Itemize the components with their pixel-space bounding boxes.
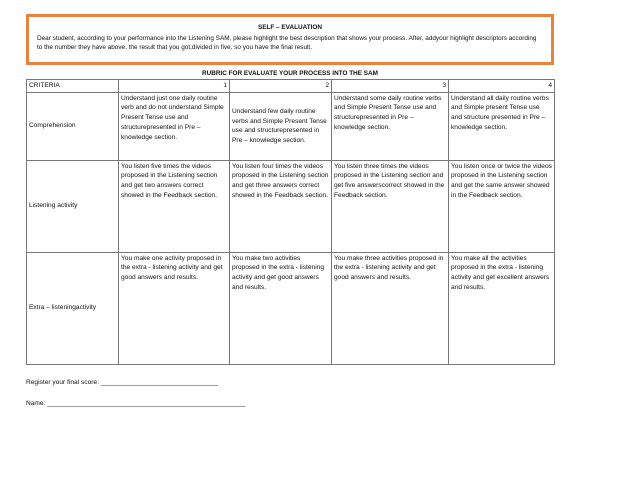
descriptor-cell: You listen four times the videos proposed in the Listening section and get three answers correct showed in the Feedback section.	[230, 160, 332, 252]
table-row	[27, 252, 555, 364]
header-level-4: 4	[449, 80, 555, 93]
table-row	[27, 92, 555, 160]
descriptor-cell: You listen three times the videos proposed in the Listening section and get five answerscorrect showed in the Feedback section.	[332, 160, 449, 252]
header-level-1: 1	[119, 80, 230, 93]
header-row	[27, 80, 555, 93]
descriptor-cell: You listen five times the videos proposed in the Listening section and get two answers correct showed in the Feedback section.	[119, 160, 230, 252]
instructions-title: SELF – EVALUATION	[257, 24, 323, 31]
descriptor-cell: You make all the activities proposed in the extra - listening activity and get excellent answers and results.	[449, 252, 555, 364]
descriptor-cell: You make two activities proposed in the extra - listening activity and get good answers and results.	[230, 252, 332, 364]
header-level-2: 2	[230, 80, 332, 93]
name-line: Name: ______________________________________________________	[26, 400, 246, 407]
rubric-title: RUBRIC FOR EVALUATE YOUR PROCESS INTO THE SAM	[202, 70, 378, 77]
criterion-extra-listening: Extra – listeningactivity	[27, 252, 119, 364]
header-level-3: 3	[332, 80, 449, 93]
instructions-text: Dear student, according to your performance into the Listening SAM, please highlight the best description that shows your process. After, addyour highlight descriptors according to the number they have above, the result that you got,divided in five, so you have the final result.	[37, 35, 537, 51]
criterion-comprehension: Comprehension	[27, 92, 119, 160]
descriptor-cell: You make one activity proposed in the extra - listening activity and get good answers and results.	[119, 252, 230, 364]
descriptor-cell: Understand all daily routine verbs and Simple present Tense use and structure presented in Pre – knowledge section.	[449, 92, 555, 160]
descriptor-cell: Understand just one daily routine verb and do not understand Simple Present Tense use and structurepresented in Pre – knowledge section.	[119, 92, 230, 160]
descriptor-cell: You make three activities proposed in the extra - listening activity and get good answers and results.	[332, 252, 449, 364]
final-score-line: Register your final score: ________________________________	[26, 379, 219, 386]
descriptor-cell: You listen once or twice the videos proposed in the Listening section and get the same answer showed in the Feedback section.	[449, 160, 555, 252]
header-criteria: CRITERIA	[27, 80, 119, 93]
criterion-listening: Listening activity	[27, 160, 119, 252]
instructions-box	[26, 14, 554, 65]
table-row	[27, 160, 555, 252]
descriptor-cell: Understand few daily routine verbs and Simple Present Tense use and structurepresented in Pre – knowledge section.	[230, 92, 332, 160]
rubric-table	[26, 79, 555, 365]
descriptor-cell: Understand some daily routine verbs and Simple Present Tense use and structurepresented in Pre – knowledge section.	[332, 92, 449, 160]
